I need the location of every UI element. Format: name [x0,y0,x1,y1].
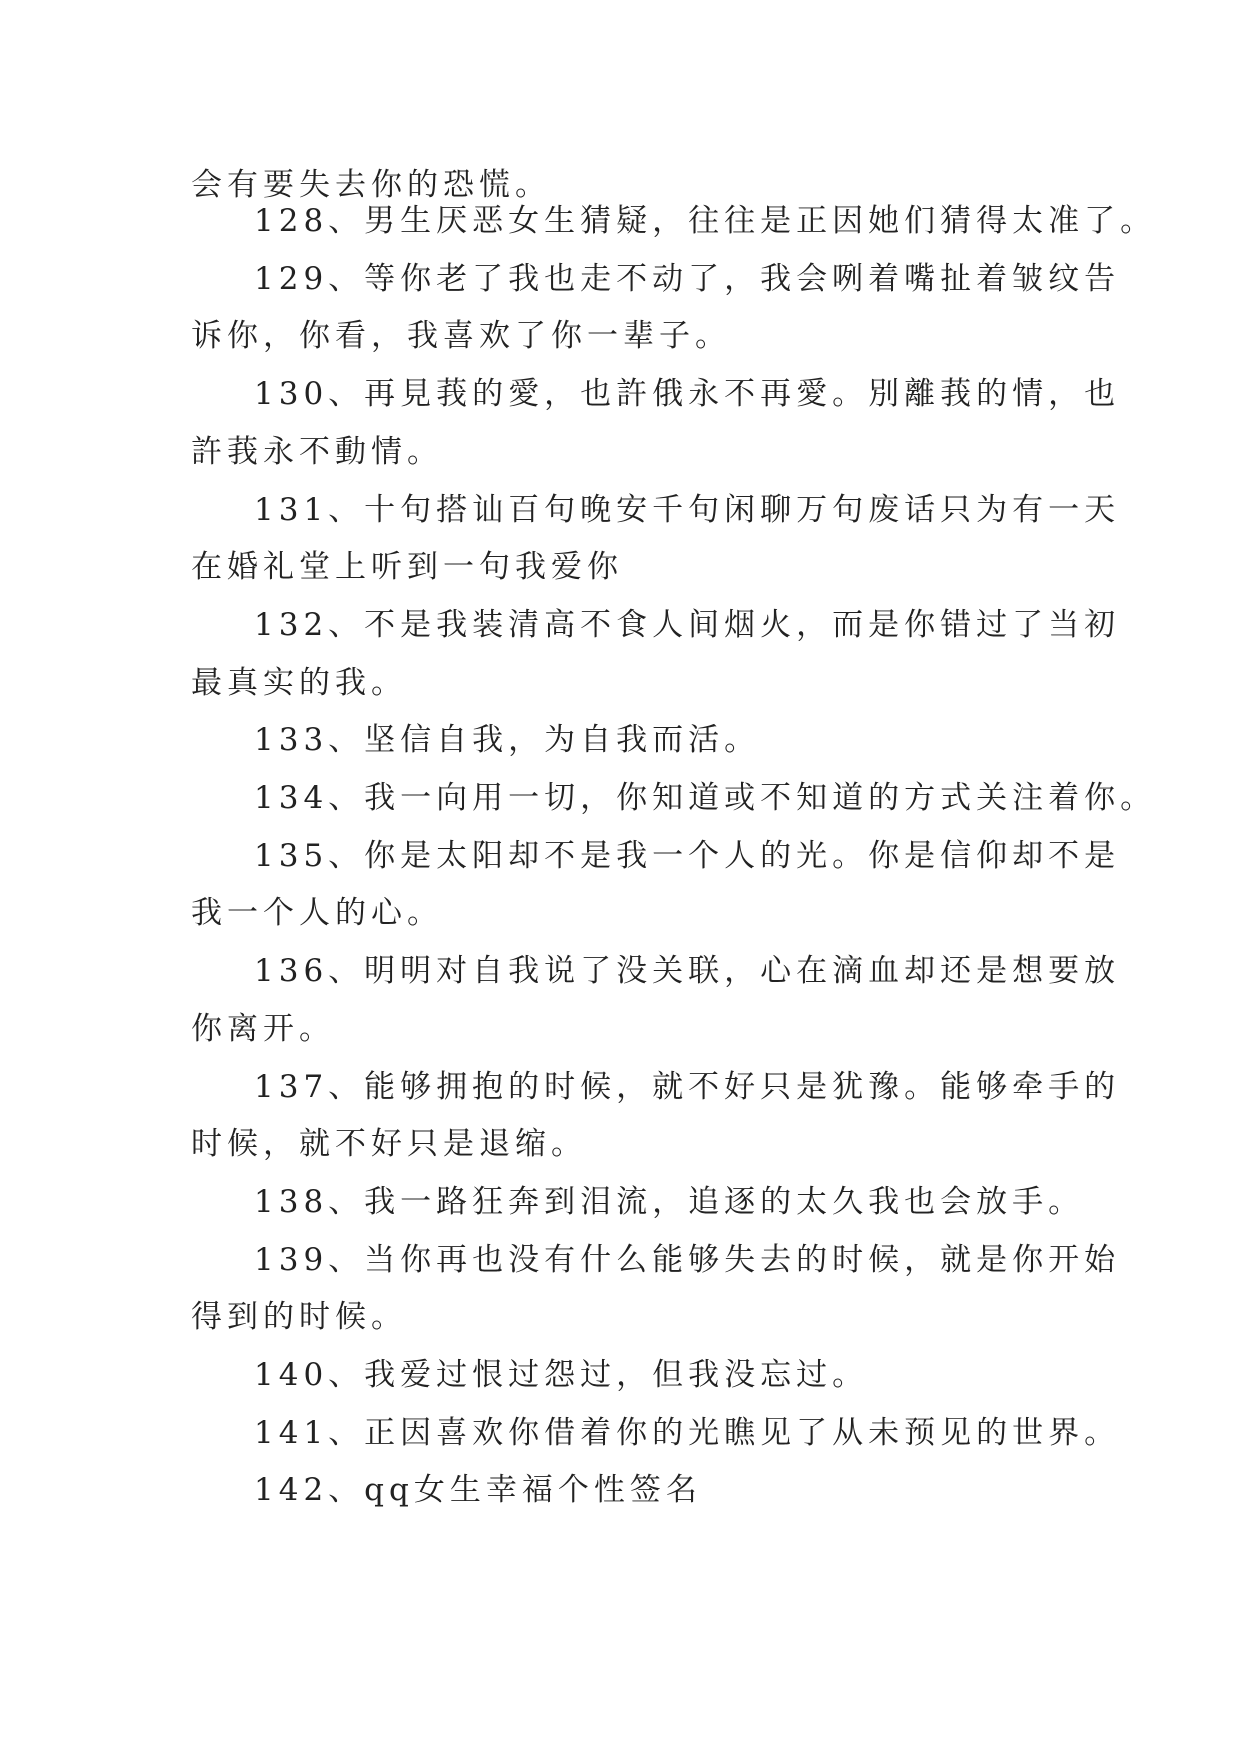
text-line: 你离开。 [191,1011,335,1047]
text-line: 134、我一向用一切，你知道或不知道的方式关注着你。 [254,780,1157,816]
text-line: 137、能够拥抱的时候，就不好只是犹豫。能够牵手的 [254,1069,1121,1105]
text-line: 我一个人的心。 [191,895,443,931]
text-line: 131、十句搭讪百句晚安千句闲聊万句废话只为有一天 [254,492,1121,528]
text-line: 141、正因喜欢你借着你的光瞧见了从未预见的世界。 [254,1415,1121,1451]
text-line: 得到的时候。 [191,1299,407,1335]
text-line: 許莪永不動情。 [191,434,443,470]
text-line: 135、你是太阳却不是我一个人的光。你是信仰却不是 [254,838,1121,874]
text-line: 最真实的我。 [191,665,407,701]
text-line: 140、我爱过恨过怨过，但我没忘过。 [254,1357,869,1393]
text-line: 诉你，你看，我喜欢了你一辈子。 [191,318,731,354]
text-line: 128、男生厌恶女生猜疑，往往是正因她们猜得太准了。 [254,203,1157,239]
text-line: 129、等你老了我也走不动了，我会咧着嘴扯着皱纹告 [254,261,1121,297]
text-line: 时候，就不好只是退缩。 [191,1126,587,1162]
text-line: 136、明明对自我说了没关联，心在滴血却还是想要放 [254,953,1121,989]
text-line: 142、qq女生幸福个性签名 [254,1472,702,1508]
text-line: 130、再見莪的愛，也許俄永不再愛。別離莪的情，也 [254,376,1121,412]
text-line: 会有要失去你的恐慌。 [191,167,551,203]
text-line: 139、当你再也没有什么能够失去的时候，就是你开始 [254,1242,1121,1278]
text-line: 138、我一路狂奔到泪流，追逐的太久我也会放手。 [254,1184,1085,1220]
text-line: 133、坚信自我，为自我而活。 [254,722,761,758]
text-line: 在婚礼堂上听到一句我爱你 [191,549,623,585]
text-line: 132、不是我装清高不食人间烟火，而是你错过了当初 [254,607,1121,643]
